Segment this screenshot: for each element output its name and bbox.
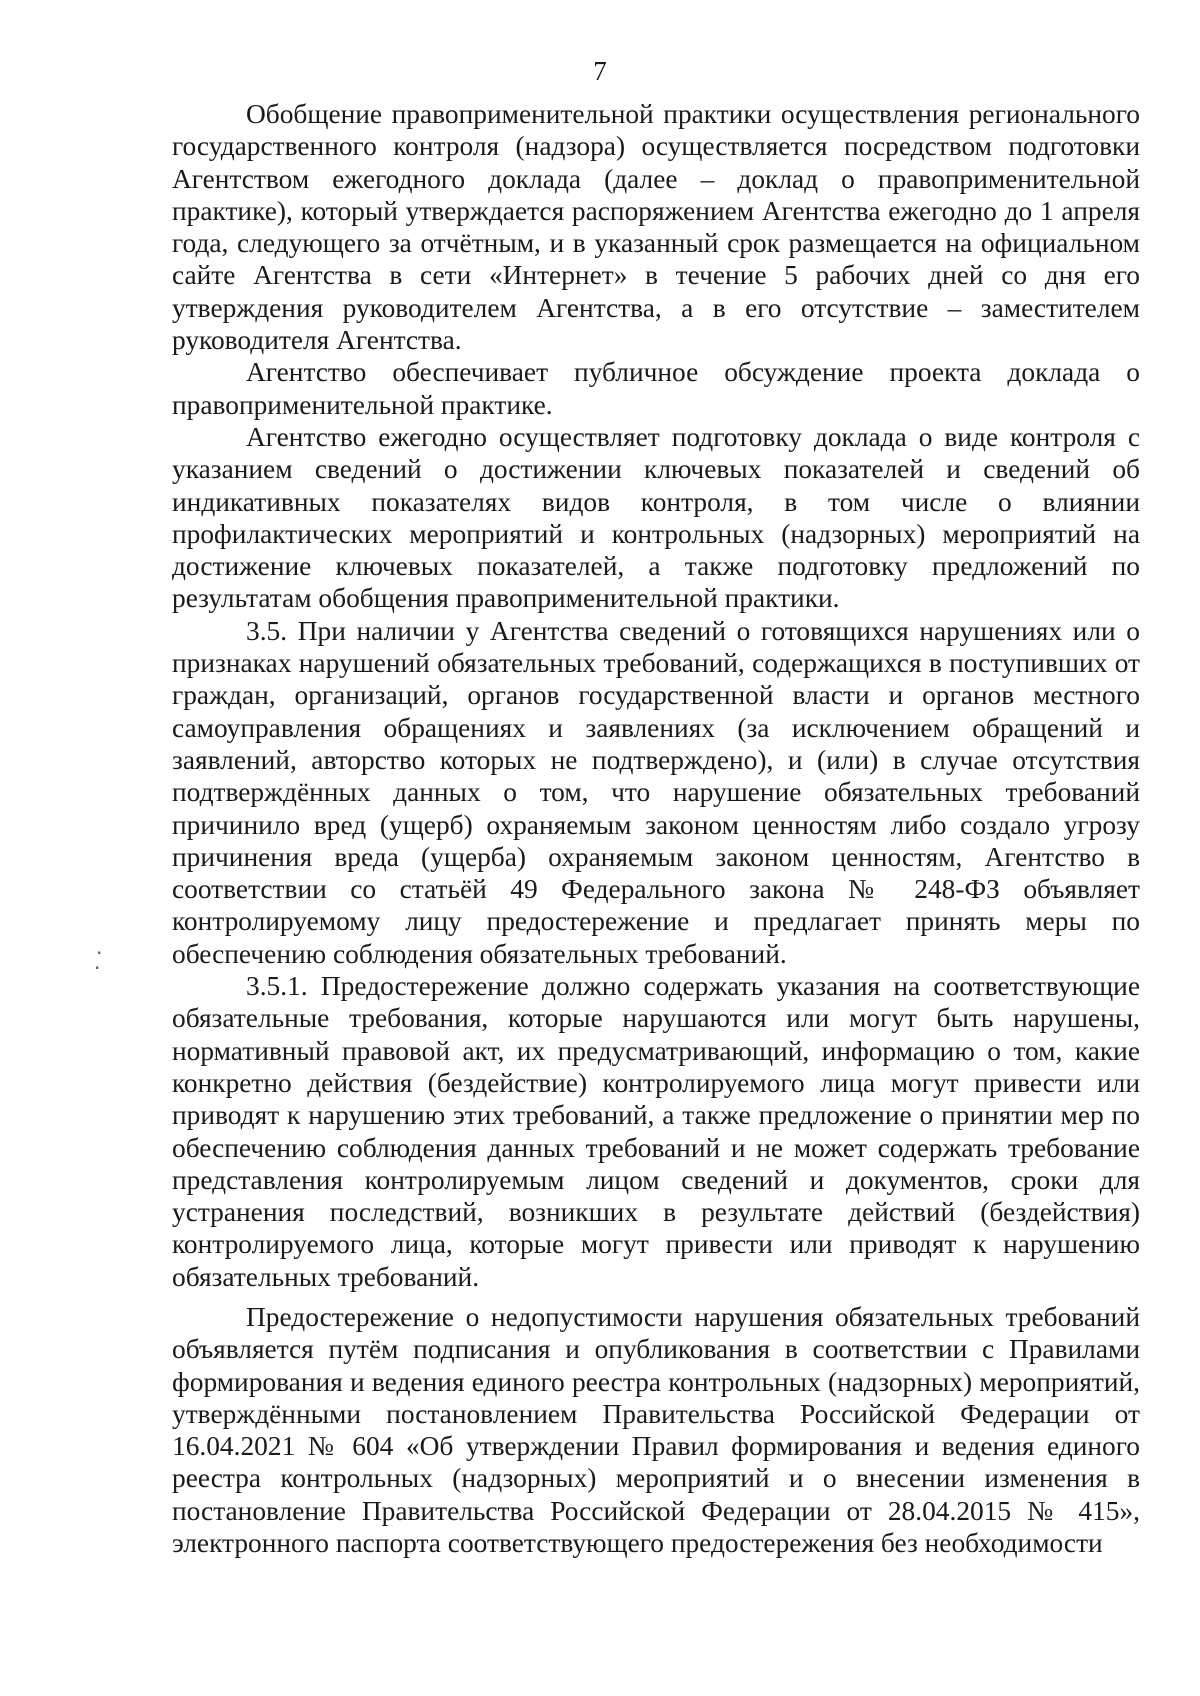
paragraph-section-3-5: 3.5. При наличии у Агентства сведений о готовящихся нарушениях или о признаках нарушений обязательных требований, содержащихся в поступивших от граждан, организаций, органов государственной власти и органов местного самоуправления обращениях и заявлениях (за исключением обращений и заявлений, авторство которых не подтверждено), и (или) в случае отсутствия подтверждённых данных о том, что нарушение обязательных требований причинило вред (ущерб) охраняемым законом ценностям либо создало угрозу причинения вреда (ущерба) охраняемым законом ценностям, Агентство в соответствии со статьёй 49 Федерального закона № 248-ФЗ объявляет контролируемому лицу предостережение и предлагает принять меры по обеспечению соблюдения обязательных требований. <box>172 615 1140 969</box>
page-number: 7 <box>593 56 607 86</box>
scan-artifact-mark: . <box>94 950 101 974</box>
paragraph-annual-report: Агентство ежегодно осуществляет подготовку доклада о виде контроля с указанием сведений о достижении ключевых показателей и сведений об индикативных показателях видов контроля, в том числе о влиянии профилактических мероприятий и контрольных (надзорных) мероприятий на достижение ключевых показателей, а также подготовку предложений по результатам обобщения правоприменительной практики. <box>172 421 1140 614</box>
paragraph-public-discussion: Агентство обеспечивает публичное обсуждение проекта доклада о правоприменительной практике. <box>172 357 1140 420</box>
document-body <box>172 98 1140 1559</box>
scan-artifact-mark: . <box>96 935 103 959</box>
paragraph-warning-announcement: Предостережение о недопустимости нарушения обязательных требований объявляется путём подписания и опубликования в соответствии с Правилами формирования и ведения единого реестра контрольных (надзорных) мероприятий, утверждёнными постановлением Правительства Российской Федерации от 16.04.2021 № 604 «Об утверждении Правил формирования и ведения единого реестра контрольных (надзорных) мероприятий и о внесении изменения в постановление Правительства Российской Федерации от 28.04.2015 № 415», электронного паспорта соответствующего предостережения без необходимости <box>172 1301 1140 1559</box>
paragraph-law-enforcement-summary: Обобщение правоприменительной практики осуществления регионального государственного контроля (надзора) осуществляется посредством подготовки Агентством ежегодного доклада (далее – доклад о правоприменительной практике), который утверждается распоряжением Агентства ежегодно до 1 апреля года, следующего за отчётным, и в указанный срок размещается на официальном сайте Агентства в сети «Интернет» в течение 5 рабочих дней со дня его утверждения руководителем Агентства, а в его отсутствие – заместителем руководителя Агентства. <box>172 99 1140 356</box>
paragraph-section-3-5-1: 3.5.1. Предостережение должно содержать указания на соответствующие обязательные требования, которые нарушаются или могут быть нарушены, нормативный правовой акт, их предусматривающий, информацию о том, какие конкретно действия (бездействие) контролируемого лица могут привести или приводят к нарушению этих требований, а также предложение о принятии мер по обеспечению соблюдения данных требований и не может содержать требование представления контролируемым лицом сведений и документов, сроки для устранения последствий, возникших в результате действий (бездействия) контролируемого лица, которые могут привести или приводят к нарушению обязательных требований. <box>172 971 1140 1292</box>
